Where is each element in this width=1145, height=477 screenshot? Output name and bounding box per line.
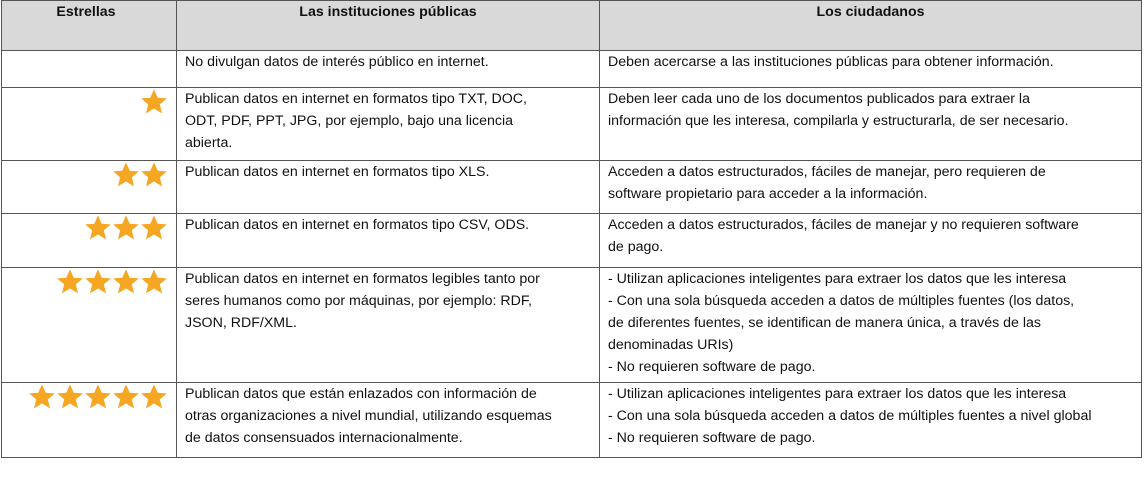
- table-row: [2, 268, 1142, 383]
- ciudadanos-cell: Deben leer cada uno de los documentos publicados para extraer la información que les interesa, compilarla y estructurarla, de ser necesario.: [608, 91, 1069, 129]
- instituciones-cell: No divulgan datos de interés público en internet.: [185, 54, 489, 70]
- table-row: [2, 51, 1142, 88]
- star-icon: [140, 268, 168, 296]
- star-rating: [2, 214, 177, 268]
- ciudadanos-cell: - Utilizan aplicaciones inteligentes para extraer los datos que les interesa - Con una sola búsqueda acceden a datos de múltiples fuentes a nivel global - No requieren software de pago.: [608, 386, 1092, 446]
- star-rating: [2, 268, 177, 383]
- table-row: [2, 161, 1142, 214]
- ciudadanos-cell: Acceden a datos estructurados, fáciles de manejar y no requieren software de pago.: [608, 217, 1079, 255]
- star-icon: [56, 268, 84, 296]
- star-icon: [112, 161, 140, 189]
- header-estrellas: Estrellas: [2, 1, 177, 51]
- star-icon: [112, 268, 140, 296]
- star-rating: [2, 161, 177, 214]
- star-icon: [84, 268, 112, 296]
- star-icon: [140, 161, 168, 189]
- header-instituciones: Las instituciones públicas: [177, 1, 600, 51]
- star-icon: [140, 214, 168, 242]
- instituciones-cell: Publican datos en internet en formatos legibles tanto por seres humanos como por máquinas, por ejemplo: RDF, JSON, RDF/XML.: [185, 271, 540, 331]
- header-ciudadanos: Los ciudadanos: [600, 1, 1142, 51]
- star-rating: [2, 383, 177, 458]
- table-row: [2, 88, 1142, 161]
- instituciones-cell: Publican datos en internet en formatos tipo CSV, ODS.: [185, 217, 530, 233]
- ciudadanos-cell: Deben acercarse a las instituciones públicas para obtener información.: [608, 54, 1054, 70]
- star-icon: [84, 214, 112, 242]
- star-icon: [112, 214, 140, 242]
- star-icon: [140, 383, 168, 411]
- star-rating: [2, 88, 177, 161]
- instituciones-cell: Publican datos en internet en formatos tipo XLS.: [185, 164, 490, 180]
- star-icon: [56, 383, 84, 411]
- table-header-row: [2, 1, 1142, 51]
- star-icon: [112, 383, 140, 411]
- open-data-stars-table: [1, 0, 1142, 458]
- instituciones-cell: Publican datos en internet en formatos tipo TXT, DOC, ODT, PDF, PPT, JPG, por ejemplo, bajo una licencia abierta.: [185, 91, 527, 151]
- table-row: [2, 383, 1142, 458]
- table-row: [2, 214, 1142, 268]
- star-rating: [2, 51, 177, 88]
- star-icon: [84, 383, 112, 411]
- star-icon: [28, 383, 56, 411]
- star-icon: [140, 88, 168, 116]
- instituciones-cell: Publican datos que están enlazados con información de otras organizaciones a nivel mundial, utilizando esquemas de datos consensuados internacionalmente.: [185, 386, 552, 446]
- ciudadanos-cell: Acceden a datos estructurados, fáciles de manejar, pero requieren de software propietario para acceder a la información.: [608, 164, 1046, 202]
- ciudadanos-cell: - Utilizan aplicaciones inteligentes para extraer los datos que les interesa - Con una sola búsqueda acceden a datos de múltiples fuentes (los datos, de diferentes fuentes, se identifican de manera única, a través de las denominadas URIs) - No requieren software de pago.: [608, 271, 1075, 375]
